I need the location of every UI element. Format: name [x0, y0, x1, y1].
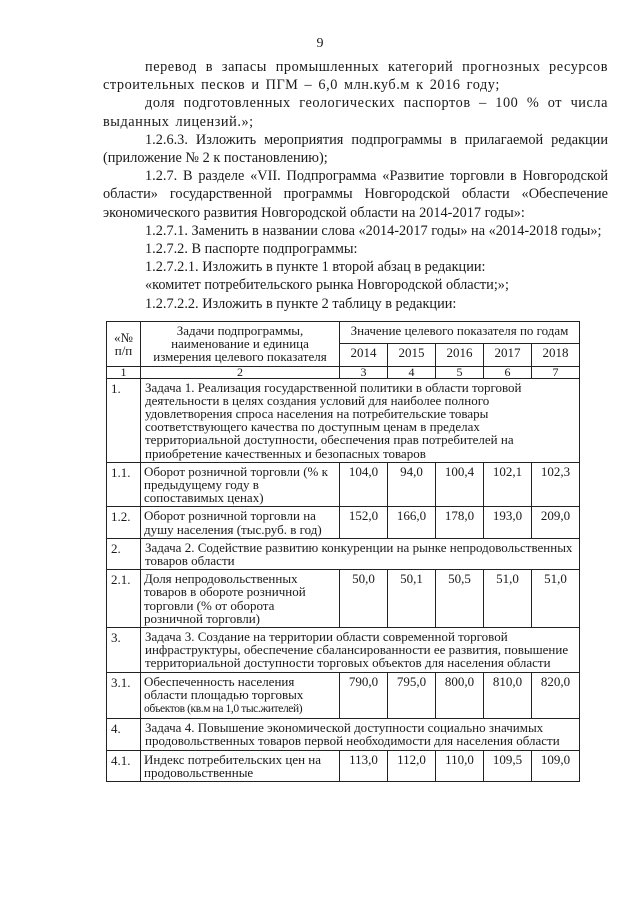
- task-text: Задача 2. Содействие развитию конкуренции на рынке непродовольственных товаров области: [141, 538, 580, 569]
- indicator-value: 109,0: [532, 750, 580, 781]
- column-number: 1: [107, 366, 141, 378]
- indicator-value: 790,0: [340, 672, 388, 719]
- indicator-value: 178,0: [436, 507, 484, 538]
- column-number: 3: [340, 366, 388, 378]
- task-text: Задача 3. Создание на территории области современной торговой инфраструктуры, обеспечение сбалансированности ее развития, повышение территориальной доступности торговых объектов для населения области: [141, 628, 580, 673]
- indicator-value: 50,5: [436, 570, 484, 628]
- body-text: [103, 58, 608, 313]
- header-year: 2016: [436, 344, 484, 366]
- row-number: 4.1.: [107, 750, 141, 781]
- column-number: 7: [532, 366, 580, 378]
- header-year: 2014: [340, 344, 388, 366]
- task-row: [107, 378, 580, 462]
- paragraph: 1.2.7. В разделе «VII. Подпрограмма «Развитие торговли в Новгородской области» государственной программы Новгородской области «Обеспечение экономического развития Новгородской области на 2014-2017 годы»:: [103, 168, 608, 221]
- indicator-value: 51,0: [484, 570, 532, 628]
- indicator-value: 209,0: [532, 507, 580, 538]
- indicator-value: 193,0: [484, 507, 532, 538]
- row-number: 1.: [107, 378, 141, 462]
- page-number: 9: [316, 36, 324, 51]
- row-number: 4.: [107, 719, 141, 750]
- indicator-value: 50,0: [340, 570, 388, 628]
- paragraph: «комитет потребительского рынка Новгородской области;»;: [145, 277, 509, 294]
- indicator-value: 102,3: [532, 462, 580, 507]
- indicators-table: [106, 321, 580, 782]
- task-text: Задача 1. Реализация государственной политики в области торговой деятельности в целях создания условий для наиболее полного удовлетворения спроса населения на потребительские товары соответствующего качества по доступным ценам в пределах территориальной доступности, обеспечения прав потребителей на приобретение качественных и безопасных товаров: [141, 378, 580, 462]
- indicator-row: [107, 672, 580, 719]
- indicator-name-text: Оборот розничной торговли (% к предыдущему году в сопоставимых ценах): [144, 463, 328, 506]
- indicator-name-text: Доля непродовольственных товаров в обороте розничной торговли (% от оборота розничной торговли): [144, 571, 306, 626]
- indicator-value: 166,0: [388, 507, 436, 538]
- indicator-value: 100,4: [436, 462, 484, 507]
- indicator-name: [141, 672, 340, 719]
- indicator-value: 50,1: [388, 570, 436, 628]
- row-number: 3.1.: [107, 672, 141, 719]
- task-row: [107, 719, 580, 750]
- indicator-name-text: Оборот розничной торговли на душу населения (тыс.руб. в год): [144, 508, 322, 537]
- header-year: 2017: [484, 344, 532, 366]
- task-row: [107, 538, 580, 569]
- indicator-name: [141, 507, 340, 538]
- indicator-row: [107, 507, 580, 538]
- indicator-value: 113,0: [340, 750, 388, 781]
- indicator-value: 800,0: [436, 672, 484, 719]
- task-text: Задача 4. Повышение экономической доступности социально значимых продовольственных товаров первой необходимости для населения области: [141, 719, 580, 750]
- header-num: «№ п/п: [107, 322, 141, 367]
- row-number: 2.1.: [107, 570, 141, 628]
- task-row: [107, 628, 580, 673]
- indicator-value: 112,0: [388, 750, 436, 781]
- indicator-row: [107, 750, 580, 781]
- indicator-name-unit: объектов (кв.м на 1,0 тыс.жителей): [144, 703, 303, 716]
- indicator-name: [141, 750, 340, 781]
- paragraph: 1.2.7.2. В паспорте подпрограммы:: [145, 241, 358, 258]
- header-year: 2015: [388, 344, 436, 366]
- indicator-row: [107, 462, 580, 507]
- indicator-value: 104,0: [340, 462, 388, 507]
- header-tasks: Задачи подпрограммы, наименование и единица измерения целевого показателя: [141, 322, 340, 367]
- indicator-name: [141, 570, 340, 628]
- paragraph: 1.2.7.1. Заменить в названии слова «2014-2017 годы» на «2014-2018 годы»;: [145, 222, 602, 239]
- indicator-value: 820,0: [532, 672, 580, 719]
- paragraph: 1.2.6.3. Изложить мероприятия подпрограммы в прилагаемой редакции (приложение № 2 к постановлению);: [103, 131, 608, 167]
- indicator-name-text: Индекс потребительских цен на продовольственные: [144, 751, 322, 780]
- row-number: 1.1.: [107, 462, 141, 507]
- indicator-value: 110,0: [436, 750, 484, 781]
- indicator-row: [107, 570, 580, 628]
- row-number: 2.: [107, 538, 141, 569]
- column-number: 4: [388, 366, 436, 378]
- column-number: 2: [141, 366, 340, 378]
- indicator-value: 795,0: [388, 672, 436, 719]
- paragraph: перевод в запасы промышленных категорий прогнозных ресурсов строительных песков и ПГМ – 6,0 млн.куб.м к 2016 году;: [103, 59, 608, 94]
- column-number: 6: [484, 366, 532, 378]
- indicator-value: 94,0: [388, 462, 436, 507]
- column-numbers-row: [107, 366, 580, 378]
- paragraph: 1.2.7.2.1. Изложить в пункте 1 второй абзац в редакции:: [145, 259, 486, 276]
- indicator-value: 109,5: [484, 750, 532, 781]
- paragraph: доля подготовленных геологических паспортов – 100 % от числа выданных лицензий.»;: [103, 95, 608, 130]
- indicator-name-text: Обеспеченность населения области площадью торговых: [144, 673, 304, 702]
- indicator-value: 152,0: [340, 507, 388, 538]
- column-number: 5: [436, 366, 484, 378]
- paragraph: 1.2.7.2.2. Изложить в пункте 2 таблицу в редакции:: [145, 295, 457, 312]
- indicator-value: 51,0: [532, 570, 580, 628]
- header-year: 2018: [532, 344, 580, 366]
- indicator-value: 810,0: [484, 672, 532, 719]
- indicator-value: 102,1: [484, 462, 532, 507]
- header-value: Значение целевого показателя по годам: [340, 322, 580, 344]
- row-number: 3.: [107, 628, 141, 673]
- row-number: 1.2.: [107, 507, 141, 538]
- indicator-name: [141, 462, 340, 507]
